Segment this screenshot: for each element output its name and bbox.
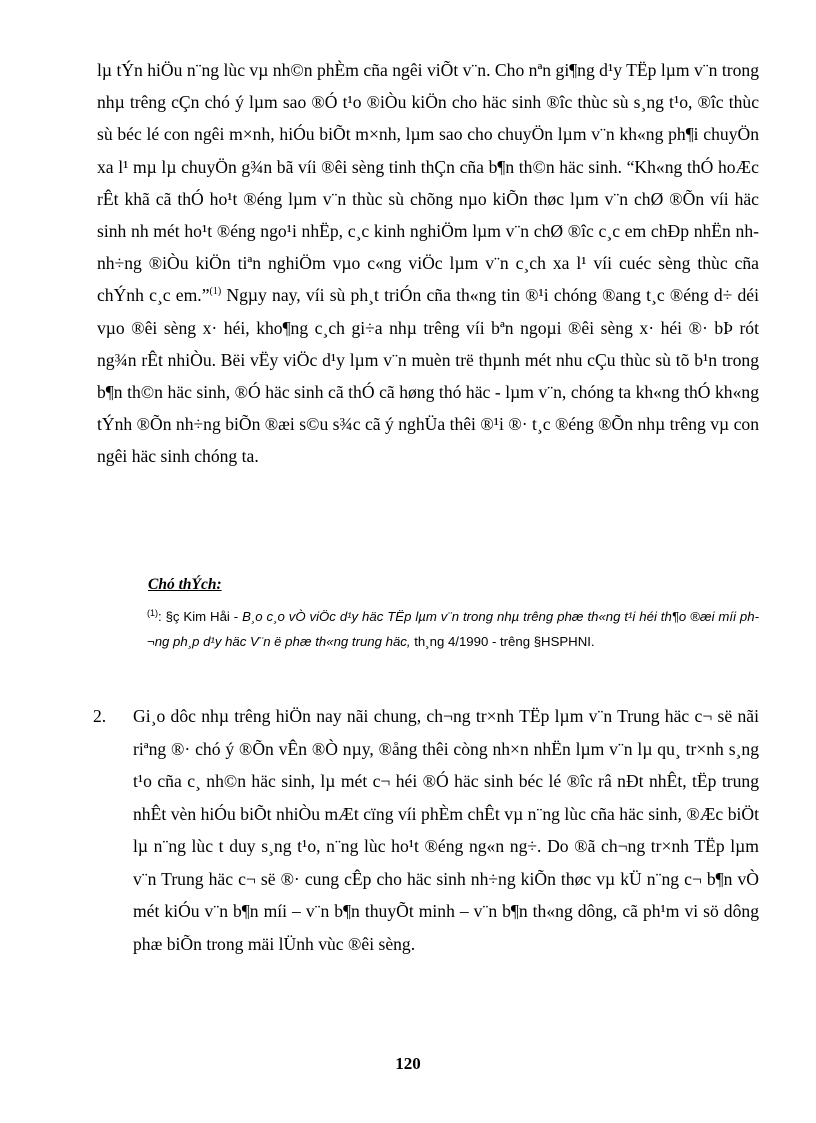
section-number: 2. (93, 706, 107, 726)
footnote-tail: th¸ng 4/1990 - trêng §HSPHNI. (410, 634, 595, 649)
paragraph-1-main: lµ tÝn hiÖu n¨ng lùc vµ nh©n phÈm cña ngêi viÕt v¨n. Cho nªn gi¶ng d¹y TËp lµm v¨n trong nhµ trêng cÇn chó ý lµm sao ®Ó t¹o ®iÒu kiÖn cho häc sinh ®îc thùc sù s¸ng t¹o, ®îc thùc sù béc lé con ngêi m×nh, hiÓu biÕt m×nh, lµm sao cho chuyÖn lµm v¨n kh«ng ph¶i chuyÖn xa l¹ mµ lµ chuyÖn g¾n bã víi ®êi sèng tinh thÇn cña b¶n th©n häc sinh. “Kh«ng thÓ hoÆc rÊt khã cã thÓ ho¹t ®éng lµm v¨n thùc sù chõng nµo kiÕn thøc lµm v¨n chØ ®Õn víi häc sinh nh mét ho¹t ®éng ngo¹i nhËp, c¸c kinh nghiÖm lµm v¨n chØ ®îc c¸c em chÐp nhËn nh nh÷ng ®iÒu kiÖn tiªn nghiÖm vµo c«ng viÖc lµm v¨n c¸ch xa l¹ víi cuéc sèng thùc cña chÝnh c¸c em.” (97, 60, 759, 306)
footnote-number: (1) (147, 608, 158, 618)
section-2 (93, 700, 759, 960)
footnote-text (97, 604, 759, 654)
note-heading: Chó thÝch: (148, 576, 222, 593)
footnote-reference: (1) (209, 286, 222, 298)
paragraph-1 (97, 54, 759, 473)
section-2-text: Gi¸o dôc nhµ trêng hiÖn nay nãi chung, ch¬ng tr×nh TËp lµm v¨n Trung häc c¬ së nãi riªng ®· chó ý ®Õn vÊn ®Ò nµy, ®ång thêi còng nh×n nhËn lµm v¨n lµ qu¸ tr×nh s¸ng t¹o cña c¸ nh©n häc sinh, lµ mét c¬ héi ®Ó häc sinh béc lé ®îc râ nÐt nhÊt, tËp trung nhÊt vèn hiÓu biÕt nhiÒu mÆt cïng víi phÈm chÊt vµ n¨ng lùc cña häc sinh, ®Æc biÖt lµ n¨ng lùc t duy s¸ng t¹o, n¨ng lùc ho¹t ®éng ng«n ng÷. Do ®ã ch¬ng tr×nh TËp lµm v¨n Trung häc c¬ së ®· cung cÊp cho häc sinh nh÷ng kiÕn thøc vµ kÜ n¨ng c¬ b¶n vÒ mét kiÓu v¨n b¶n míi – v¨n b¶n thuyÕt minh – v¨n b¶n th«ng dông, cã ph¹m vi sö dông phæ biÕn trong mäi lÜnh vùc ®êi sèng. (133, 706, 759, 954)
page-number: 120 (395, 1054, 421, 1073)
footnote-title: B¸o c¸o vÒ viÖc d¹y häc TËp lµm v¨n trong nhµ trêng phæ th«ng t¹i héi th¶o ®æi míi ph¬ng ph¸p d¹y häc V¨n ë phæ th«ng trung häc, (147, 609, 759, 649)
footnote (97, 604, 759, 654)
paragraph-1-rest: Ngµy nay, víi sù ph¸t triÓn cña th«ng tin ®¹i chóng ®ang t¸c ®éng d÷ déi vµo ®êi sèng x· héi, kho¶ng c¸ch gi÷a nhµ trêng víi bªn ngoµi ®êi sèng x· héi ®· bÞ rót ng¾n rÊt nhiÒu. Bëi vËy viÖc d¹y lµm v¨n muèn trë thµnh mét nhu cÇu thùc sù tõ b¹n trong b¶n th©n häc sinh, ®Ó häc sinh cã thÓ cã høng thó häc - lµm v¨n, chóng ta kh«ng thÓ kh«ng tÝnh ®Õn nh÷ng biÕn ®æi s©u s¾c cã ý nghÜa thêi ®¹i ®· t¸c ®éng ®Õn nhµ trêng vµ con ngêi häc sinh chóng ta. (97, 285, 759, 467)
body-paragraph (97, 54, 759, 473)
footnote-author: : §ç Kim Håi - (158, 609, 243, 624)
